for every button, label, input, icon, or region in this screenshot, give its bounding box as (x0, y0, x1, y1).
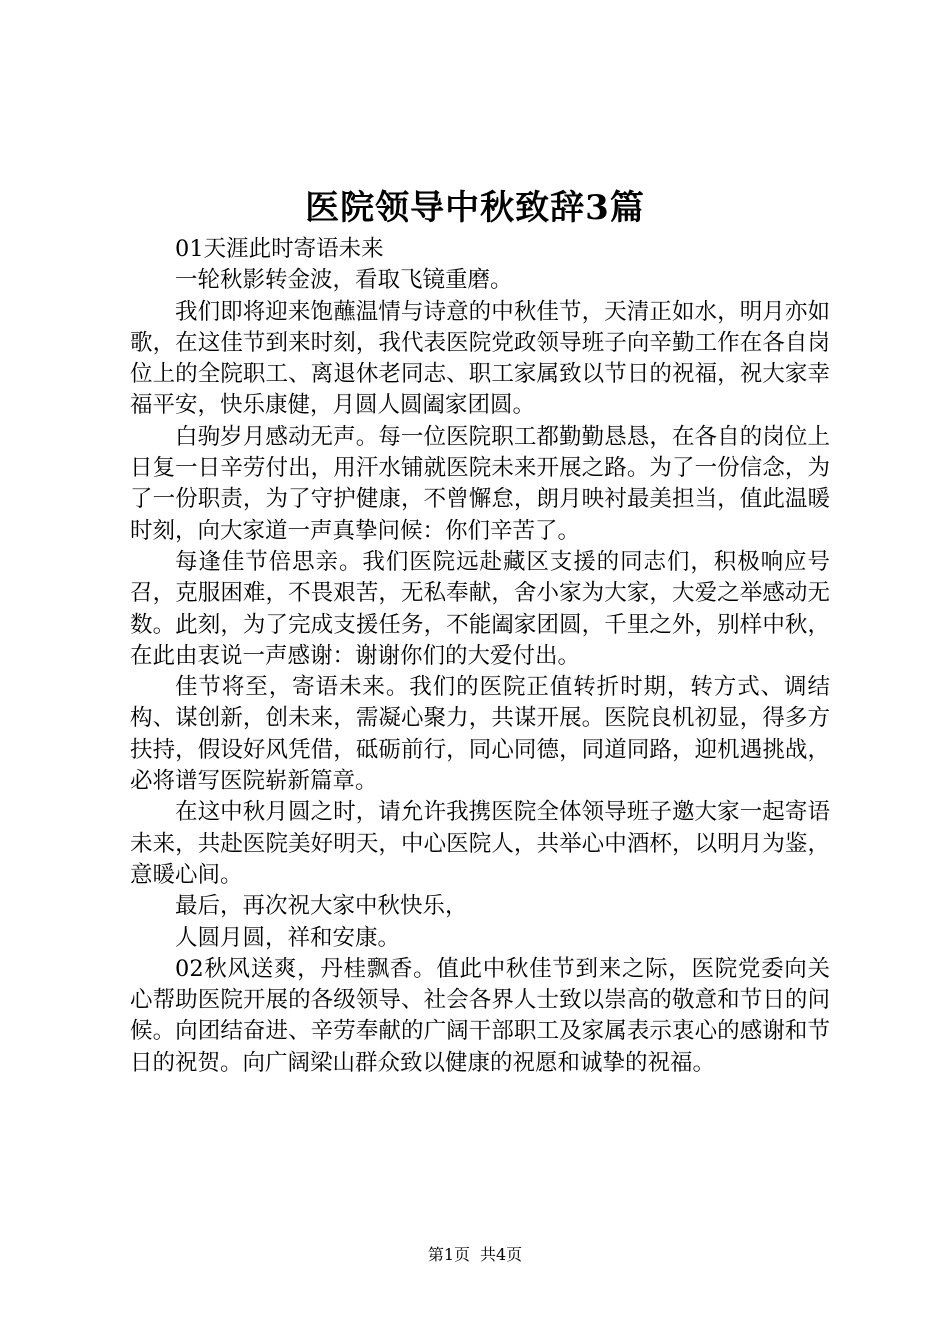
paragraph: 我们即将迎来饱蘸温情与诗意的中秋佳节，天清正如水，明月亦如歌，在这佳节到来时刻，我代表医院党政领导班子向辛勤工作在各自岗位上的全院职工、离退休老同志、职工家属致以节日的祝福，祝大家幸福平安，快乐康健，月圆人圆阖家团圆。 (130, 298, 830, 419)
document-body (130, 234, 830, 1079)
paragraph-heading-02: 02秋风送爽，丹桂飘香。值此中秋佳节到来之际，医院党委向关心帮助医院开展的各级领导、社会各界人士致以崇高的敬意和节日的问候。向团结奋进、辛劳奉献的广阔干部职工及家属表示衷心的感谢和节日的祝贺。向广阔梁山群众致以健康的祝愿和诚挚的祝福。 (130, 955, 830, 1076)
page-number: 第1页 (427, 1245, 470, 1264)
page-footer (0, 1244, 950, 1266)
paragraph-closing: 人圆月圆，祥和安康。 (175, 924, 401, 951)
paragraph-closing: 最后，再次祝大家中秋快乐， (175, 893, 468, 920)
paragraph: 每逢佳节倍思亲。我们医院远赴藏区支援的同志们，积极响应号召，克服困难，不畏艰苦，无私奉献，舍小家为大家，大爱之举感动无数。此刻，为了完成支援任务，不能阖家团圆，千里之外，别样中秋，在此由衷说一声感谢：谢谢你们的大爱付出。 (130, 548, 830, 669)
paragraph: 白驹岁月感动无声。每一位医院职工都勤勤恳恳，在各自的岗位上日复一日辛劳付出，用汗水铺就医院未来开展之路。为了一份信念，为了一份职责，为了守护健康，不曾懈怠，朗月映衬最美担当，值此温暖时刻，向大家道一声真挚问候：你们辛苦了。 (130, 423, 830, 544)
page-total: 共4页 (480, 1245, 523, 1264)
paragraph-heading-01: 01天涯此时寄语未来 (175, 236, 384, 262)
document-title: 医院领导中秋致辞3篇 (305, 188, 645, 228)
paragraph: 在这中秋月圆之时，请允许我携医院全体领导班子邀大家一起寄语未来，共赴医院美好明天，中心医院人，共举心中酒杯，以明月为鉴，意暖心间。 (130, 799, 830, 888)
paragraph-poem-line: 一轮秋影转金波，看取飞镜重磨。 (175, 267, 513, 294)
paragraph: 佳节将至，寄语未来。我们的医院正值转折时期，转方式、调结构、谋创新，创未来，需凝心聚力，共谋开展。医院良机初显，得多方扶持，假设好风凭借，砥砺前行，同心同德，同道同路，迎机遇挑战，必将谱写医院崭新篇章。 (130, 674, 830, 795)
